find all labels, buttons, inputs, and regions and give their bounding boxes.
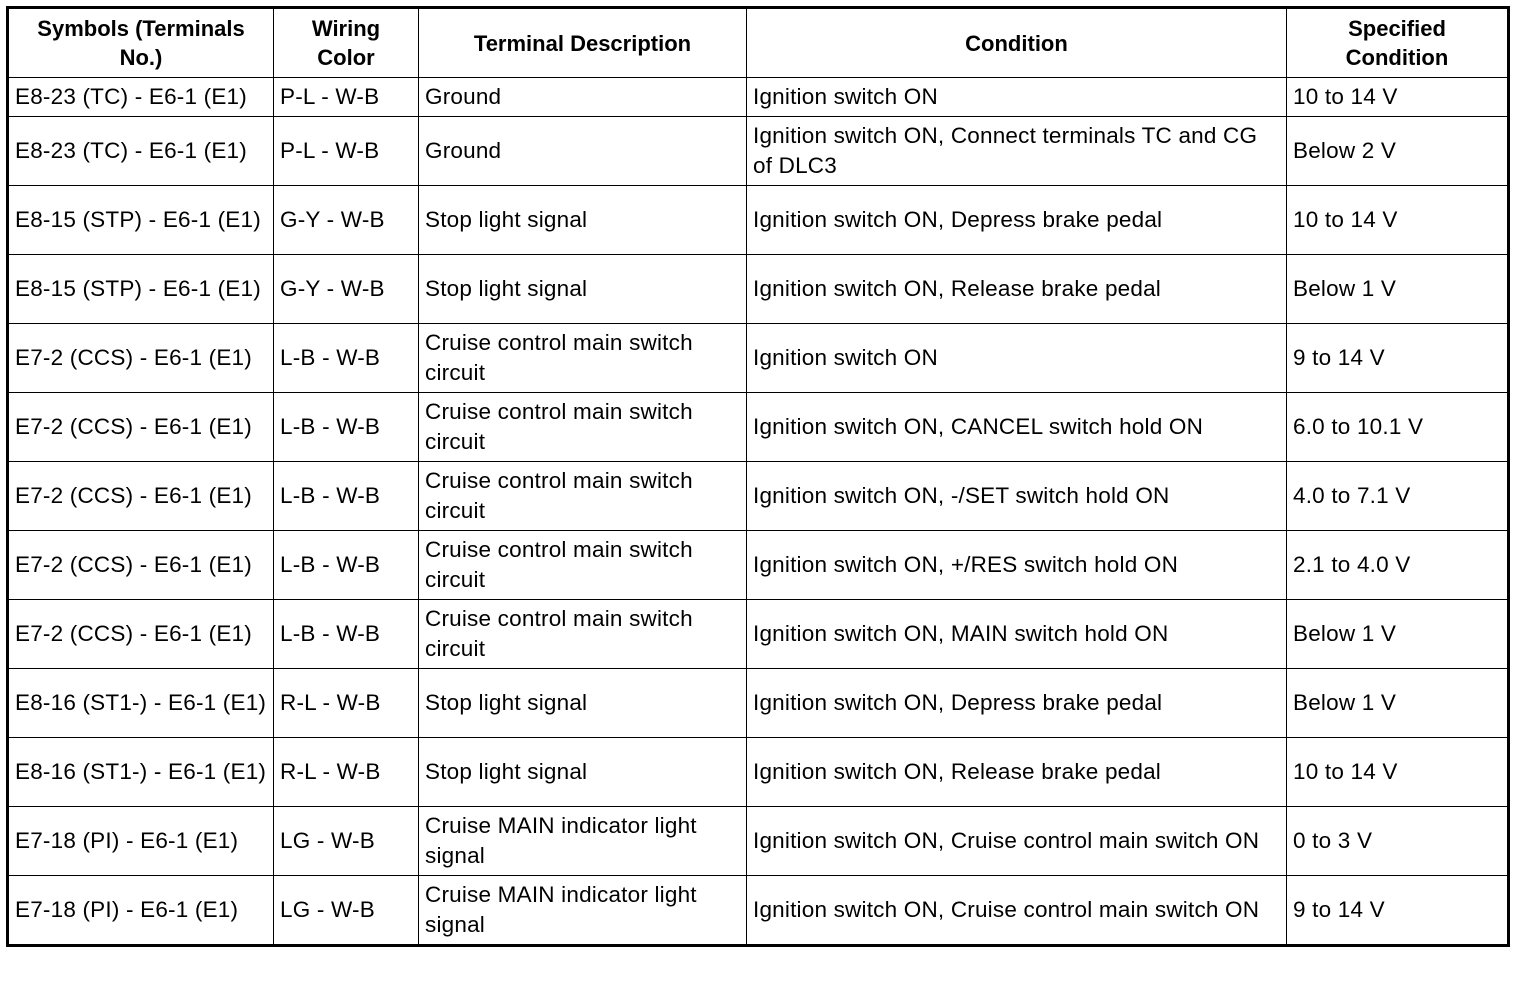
terminal-inspection-table-container <box>6 6 1510 947</box>
cell-wiring-color: P-L - W-B <box>274 117 419 186</box>
cell-condition: Ignition switch ON, Cruise control main switch ON <box>747 876 1287 946</box>
cell-symbols: E8-23 (TC) - E6-1 (E1) <box>8 117 274 186</box>
table-row <box>8 393 1509 462</box>
cell-specified-condition: 10 to 14 V <box>1287 78 1509 117</box>
cell-specified-condition: Below 2 V <box>1287 117 1509 186</box>
cell-wiring-color: L-B - W-B <box>274 324 419 393</box>
cell-terminal-description: Stop light signal <box>419 669 747 738</box>
cell-specified-condition: 9 to 14 V <box>1287 876 1509 946</box>
cell-specified-condition: 10 to 14 V <box>1287 186 1509 255</box>
cell-wiring-color: L-B - W-B <box>274 531 419 600</box>
cell-wiring-color: LG - W-B <box>274 807 419 876</box>
cell-condition: Ignition switch ON <box>747 78 1287 117</box>
cell-condition: Ignition switch ON, Release brake pedal <box>747 255 1287 324</box>
cell-symbols: E7-2 (CCS) - E6-1 (E1) <box>8 324 274 393</box>
cell-wiring-color: P-L - W-B <box>274 78 419 117</box>
cell-terminal-description: Cruise control main switch circuit <box>419 531 747 600</box>
cell-specified-condition: 6.0 to 10.1 V <box>1287 393 1509 462</box>
table-row <box>8 462 1509 531</box>
cell-condition: Ignition switch ON, -/SET switch hold ON <box>747 462 1287 531</box>
table-row <box>8 255 1509 324</box>
cell-symbols: E7-2 (CCS) - E6-1 (E1) <box>8 531 274 600</box>
cell-specified-condition: 10 to 14 V <box>1287 738 1509 807</box>
cell-specified-condition: 4.0 to 7.1 V <box>1287 462 1509 531</box>
cell-symbols: E7-18 (PI) - E6-1 (E1) <box>8 807 274 876</box>
column-header-specified-condition: Specified Condition <box>1287 8 1509 78</box>
cell-terminal-description: Stop light signal <box>419 186 747 255</box>
cell-terminal-description: Cruise control main switch circuit <box>419 324 747 393</box>
cell-symbols: E7-2 (CCS) - E6-1 (E1) <box>8 600 274 669</box>
cell-symbols: E7-2 (CCS) - E6-1 (E1) <box>8 393 274 462</box>
cell-symbols: E7-18 (PI) - E6-1 (E1) <box>8 876 274 946</box>
cell-terminal-description: Cruise control main switch circuit <box>419 393 747 462</box>
cell-wiring-color: R-L - W-B <box>274 738 419 807</box>
table-row <box>8 117 1509 186</box>
table-row <box>8 807 1509 876</box>
column-header-symbols: Symbols (Terminals No.) <box>8 8 274 78</box>
table-row <box>8 600 1509 669</box>
column-header-condition: Condition <box>747 8 1287 78</box>
table-row <box>8 876 1509 946</box>
cell-symbols: E8-16 (ST1-) - E6-1 (E1) <box>8 669 274 738</box>
table-row <box>8 531 1509 600</box>
cell-wiring-color: G-Y - W-B <box>274 255 419 324</box>
column-header-terminal-description: Terminal Description <box>419 8 747 78</box>
table-row <box>8 738 1509 807</box>
cell-specified-condition: Below 1 V <box>1287 669 1509 738</box>
cell-wiring-color: LG - W-B <box>274 876 419 946</box>
cell-condition: Ignition switch ON, Connect terminals TC and CG of DLC3 <box>747 117 1287 186</box>
cell-terminal-description: Stop light signal <box>419 738 747 807</box>
cell-condition: Ignition switch ON, Release brake pedal <box>747 738 1287 807</box>
terminal-inspection-table <box>6 6 1510 947</box>
cell-terminal-description: Cruise control main switch circuit <box>419 462 747 531</box>
cell-condition: Ignition switch ON, CANCEL switch hold ON <box>747 393 1287 462</box>
cell-wiring-color: R-L - W-B <box>274 669 419 738</box>
cell-symbols: E8-16 (ST1-) - E6-1 (E1) <box>8 738 274 807</box>
cell-symbols: E7-2 (CCS) - E6-1 (E1) <box>8 462 274 531</box>
column-header-wiring-color: Wiring Color <box>274 8 419 78</box>
cell-condition: Ignition switch ON, +/RES switch hold ON <box>747 531 1287 600</box>
cell-condition: Ignition switch ON, Depress brake pedal <box>747 669 1287 738</box>
cell-terminal-description: Cruise MAIN indicator light signal <box>419 807 747 876</box>
cell-specified-condition: 0 to 3 V <box>1287 807 1509 876</box>
cell-specified-condition: 9 to 14 V <box>1287 324 1509 393</box>
cell-wiring-color: L-B - W-B <box>274 393 419 462</box>
cell-terminal-description: Ground <box>419 117 747 186</box>
cell-symbols: E8-23 (TC) - E6-1 (E1) <box>8 78 274 117</box>
table-row <box>8 669 1509 738</box>
cell-specified-condition: 2.1 to 4.0 V <box>1287 531 1509 600</box>
cell-specified-condition: Below 1 V <box>1287 600 1509 669</box>
cell-specified-condition: Below 1 V <box>1287 255 1509 324</box>
cell-condition: Ignition switch ON <box>747 324 1287 393</box>
cell-terminal-description: Cruise MAIN indicator light signal <box>419 876 747 946</box>
cell-wiring-color: L-B - W-B <box>274 462 419 531</box>
cell-wiring-color: G-Y - W-B <box>274 186 419 255</box>
cell-symbols: E8-15 (STP) - E6-1 (E1) <box>8 186 274 255</box>
table-row <box>8 186 1509 255</box>
cell-condition: Ignition switch ON, MAIN switch hold ON <box>747 600 1287 669</box>
cell-terminal-description: Cruise control main switch circuit <box>419 600 747 669</box>
cell-symbols: E8-15 (STP) - E6-1 (E1) <box>8 255 274 324</box>
table-header-row <box>8 8 1509 78</box>
cell-condition: Ignition switch ON, Depress brake pedal <box>747 186 1287 255</box>
cell-condition: Ignition switch ON, Cruise control main switch ON <box>747 807 1287 876</box>
cell-wiring-color: L-B - W-B <box>274 600 419 669</box>
table-row <box>8 324 1509 393</box>
cell-terminal-description: Ground <box>419 78 747 117</box>
cell-terminal-description: Stop light signal <box>419 255 747 324</box>
table-row <box>8 78 1509 117</box>
